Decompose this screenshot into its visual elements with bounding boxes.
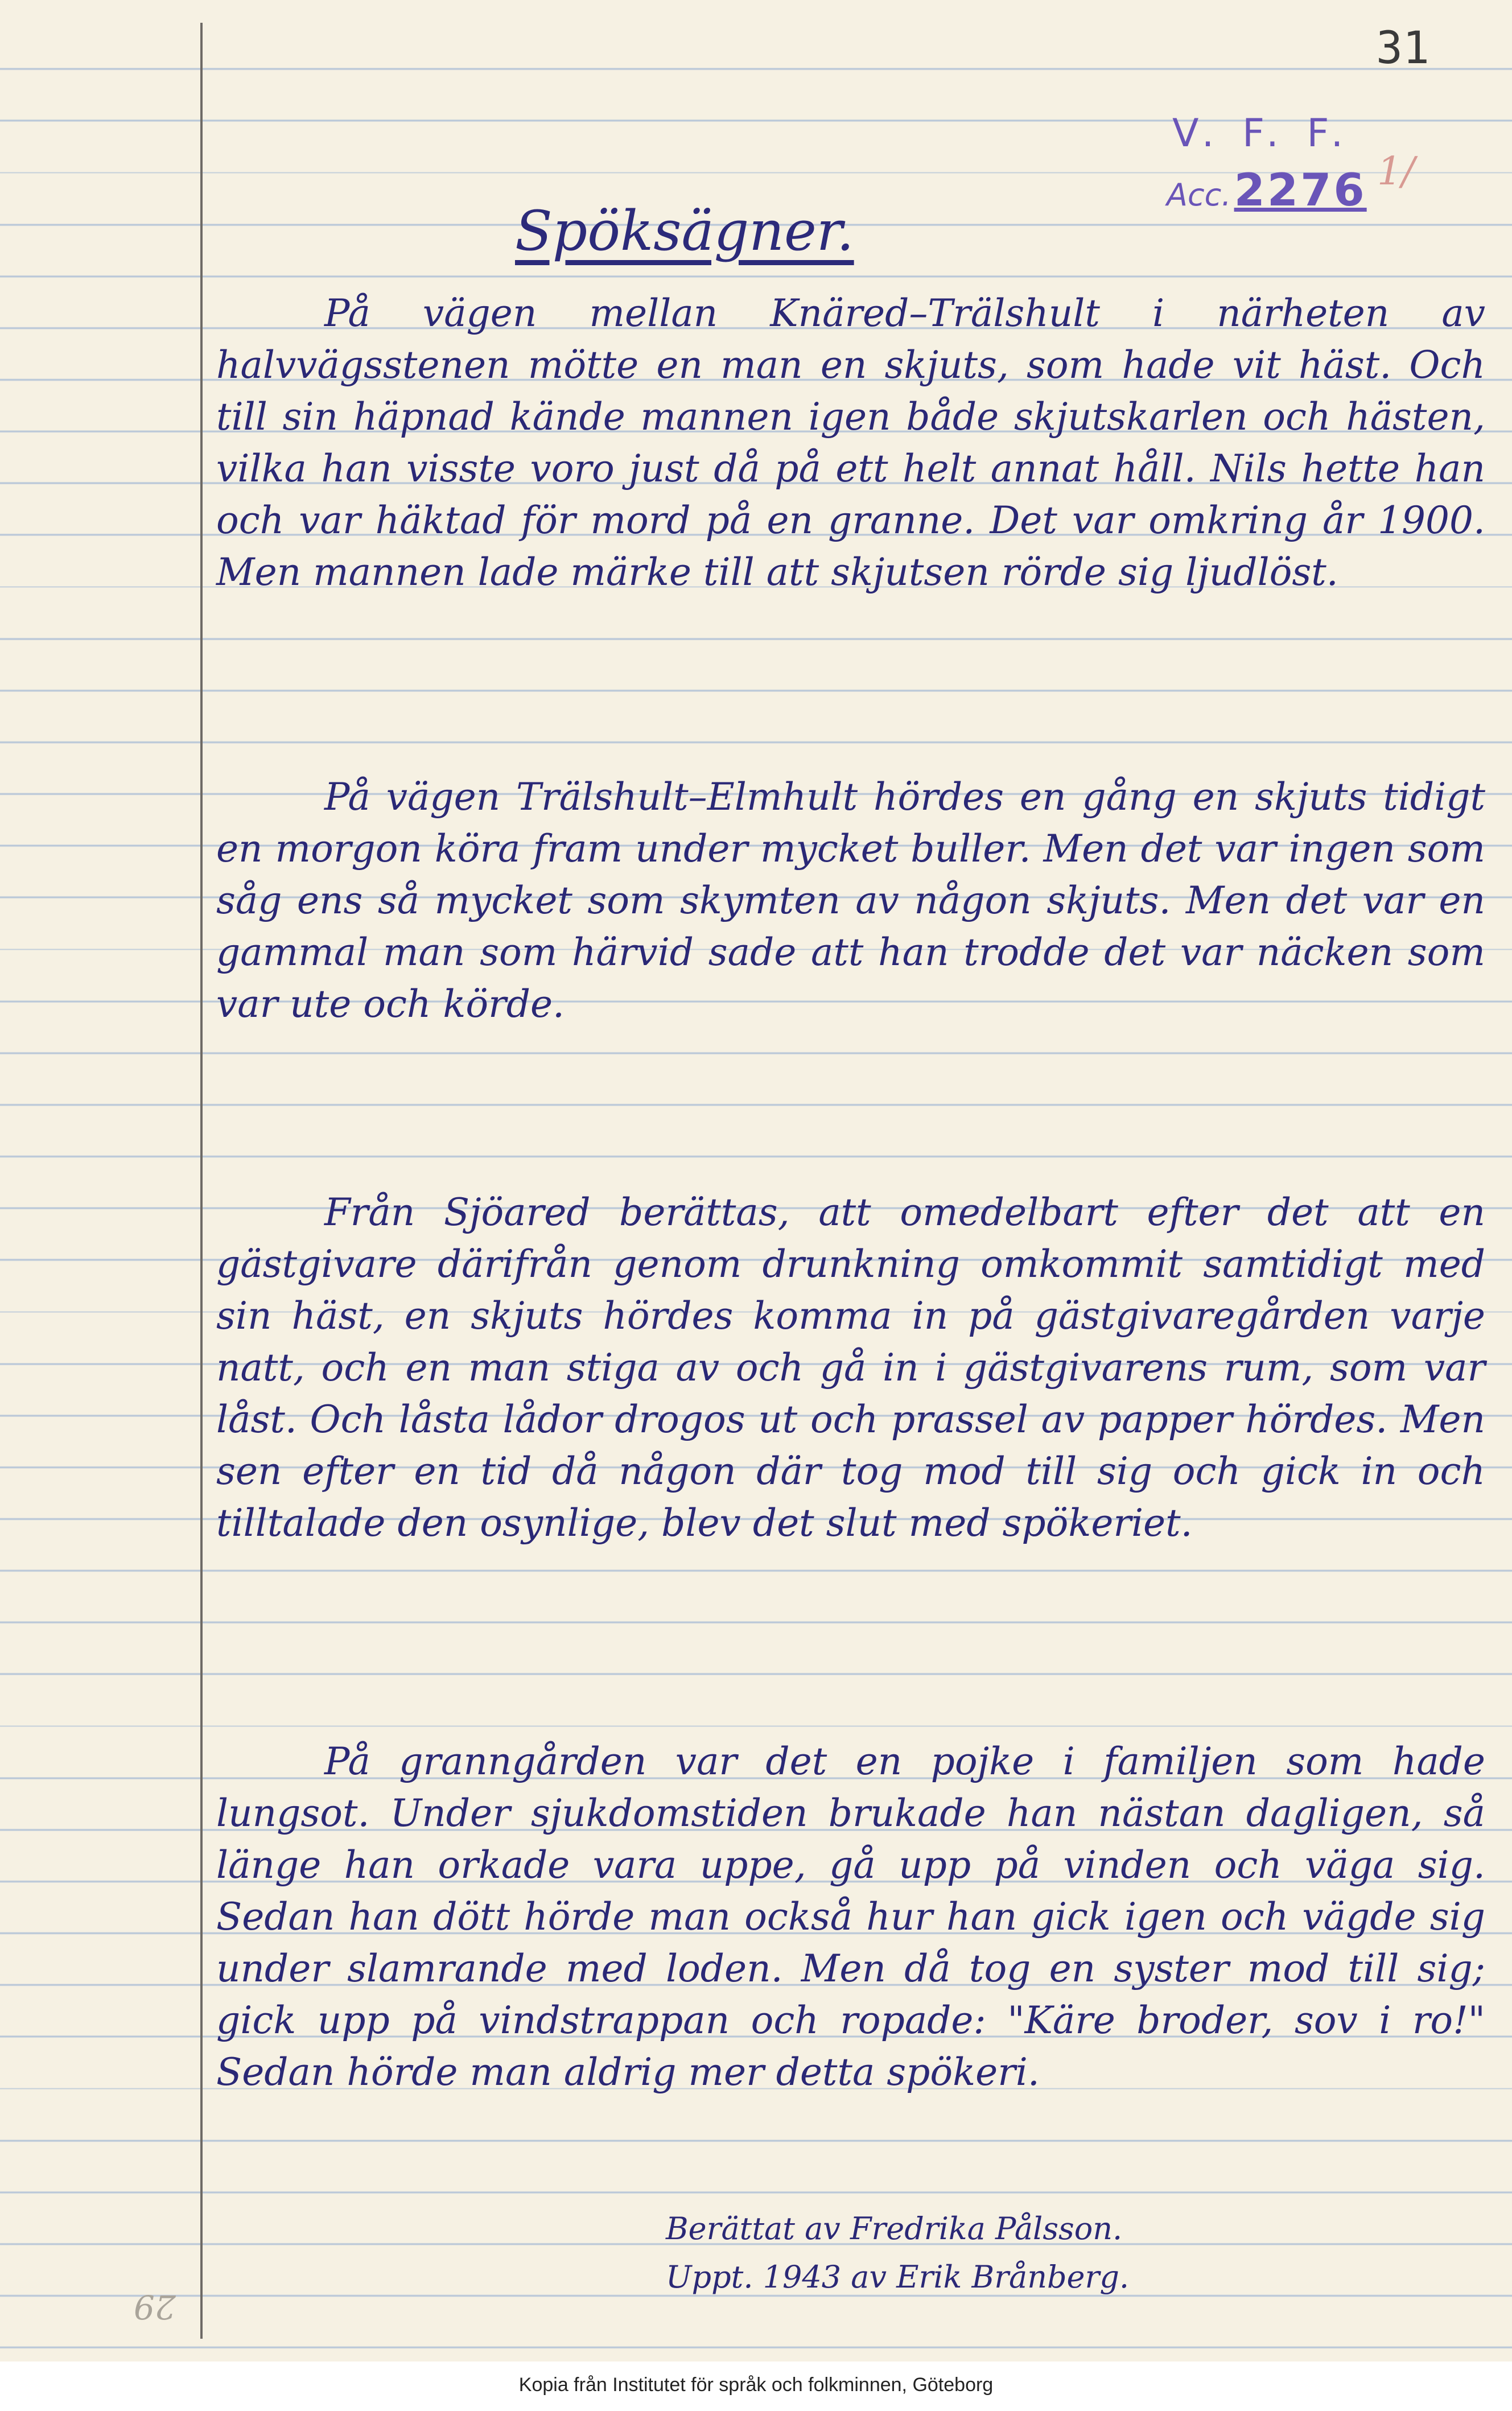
archive-stamp-accession (1167, 165, 1367, 216)
pencil-mark: 1/ (1377, 149, 1415, 194)
page-number: 31 (1376, 23, 1429, 74)
margin-line (200, 23, 203, 2339)
narrator-credit: Berättat av Fredrika Pålsson. (666, 2211, 1123, 2247)
document-title: Spöksägner. (515, 199, 854, 263)
paragraph-tralshult: På vägen Trälshult–Elmhult hördes en gång en skjuts tidigt en morgon köra fram under mycket buller. Men det var ingen som såg ens så mycket som skymten av någon skjuts. Men det var en gammal man som härvid sade att han trodde det var näcken som var ute och körde. (216, 775, 1485, 1026)
recorder-credit: Uppt. 1943 av Erik Brånberg. (666, 2259, 1130, 2295)
accession-number: 2276 (1234, 165, 1367, 216)
accession-prefix: Acc. (1167, 177, 1231, 213)
paragraph-granngarden: På granngården var det en pojke i familjen som hade lungsot. Under sjukdomstiden brukade han nästan dagligen, så länge han orkade vara uppe, gå upp på vinden och väga sig. Sedan han dött hörde man också hur han gick igen och vägde sig under slamrande med loden. Men då tog en syster mod till sig; gick upp på vindstrappan och ropade: "Käre broder, sov i ro!" Sedan hörde man aldrig mer detta spökeri. (216, 1740, 1485, 2094)
paragraph-sjoared: Från Sjöared berättas, att omedelbart efter det att en gästgivare därifrån genom drunkning omkommit samtidigt med sin häst, en skjuts hördes komma in på gästgivaregården varje natt, och en man stiga av och gå in i gästgivarens rum, som var låst. Och låsta lådor drogos ut och prassel av papper hördes. Men sen efter en tid då någon där tog mod till sig och gick in och tilltalade den osynlige, blev det slut med spökeriet. (216, 1190, 1485, 1545)
copy-footer (0, 2361, 1512, 2411)
faint-pencil-number: 29 (134, 2288, 176, 2326)
footer-text: Kopia från Institutet för språk och folkminnen, Göteborg (518, 2374, 994, 2396)
archive-stamp-vff: V. F. F. (1172, 111, 1352, 156)
paragraph-knared: På vägen mellan Knäred–Trälshult i närheten av halvvägsstenen mötte en man en skjuts, som hade vit häst. Och till sin häpnad kände mannen igen både skjutskarlen och hästen, vilka han visste voro just då på ett helt annat håll. Nils hette han och var häktad för mord på en granne. Det var omkring år 1900. Men mannen lade märke till att skjutsen rörde sig ljudlöst. (216, 291, 1485, 594)
